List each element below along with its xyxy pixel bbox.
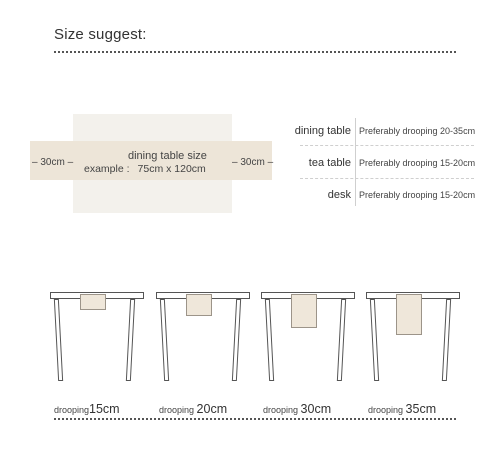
table-leg xyxy=(232,299,241,381)
table-leg xyxy=(442,299,451,381)
rec-row xyxy=(296,186,476,206)
row-divider xyxy=(300,145,474,146)
rec-row xyxy=(294,122,476,142)
rec-advice: Preferably drooping 15-20cm xyxy=(359,158,476,168)
rec-type: tea table xyxy=(308,157,351,169)
table-leg xyxy=(337,299,346,381)
rec-row xyxy=(296,154,476,174)
dotted-divider-bottom xyxy=(54,418,456,420)
drooping-label: drooping 20cm xyxy=(159,402,228,416)
rec-advice: Preferably drooping 15-20cm xyxy=(359,190,476,200)
runner-drape xyxy=(291,294,317,328)
runner-drape xyxy=(80,294,106,310)
right-margin-label: – 30cm – xyxy=(232,157,274,168)
example-size: example : 75cm x 120cm xyxy=(84,163,206,175)
table-leg xyxy=(265,299,274,381)
table-illustration xyxy=(261,284,361,384)
dining-table-size-label: dining table size xyxy=(128,150,207,162)
runner-drape xyxy=(186,294,212,316)
left-margin-label: – 30cm – xyxy=(32,157,74,168)
drooping-label: drooping15cm xyxy=(54,402,120,416)
table-illustration xyxy=(50,284,150,384)
rec-type: desk xyxy=(327,189,351,201)
row-divider xyxy=(300,178,474,179)
rec-type: dining table xyxy=(294,125,351,137)
table-leg xyxy=(160,299,169,381)
drooping-label: drooping 35cm xyxy=(368,402,437,416)
rec-advice: Preferably drooping 20-35cm xyxy=(359,126,476,136)
table-illustration xyxy=(156,284,256,384)
page-title: Size suggest: xyxy=(54,26,147,43)
table-illustration xyxy=(366,284,466,384)
table-leg xyxy=(54,299,63,381)
drooping-label: drooping 30cm xyxy=(263,402,332,416)
table-leg xyxy=(126,299,135,381)
table-leg xyxy=(370,299,379,381)
runner-drape xyxy=(396,294,422,335)
dotted-divider-top xyxy=(54,51,456,53)
